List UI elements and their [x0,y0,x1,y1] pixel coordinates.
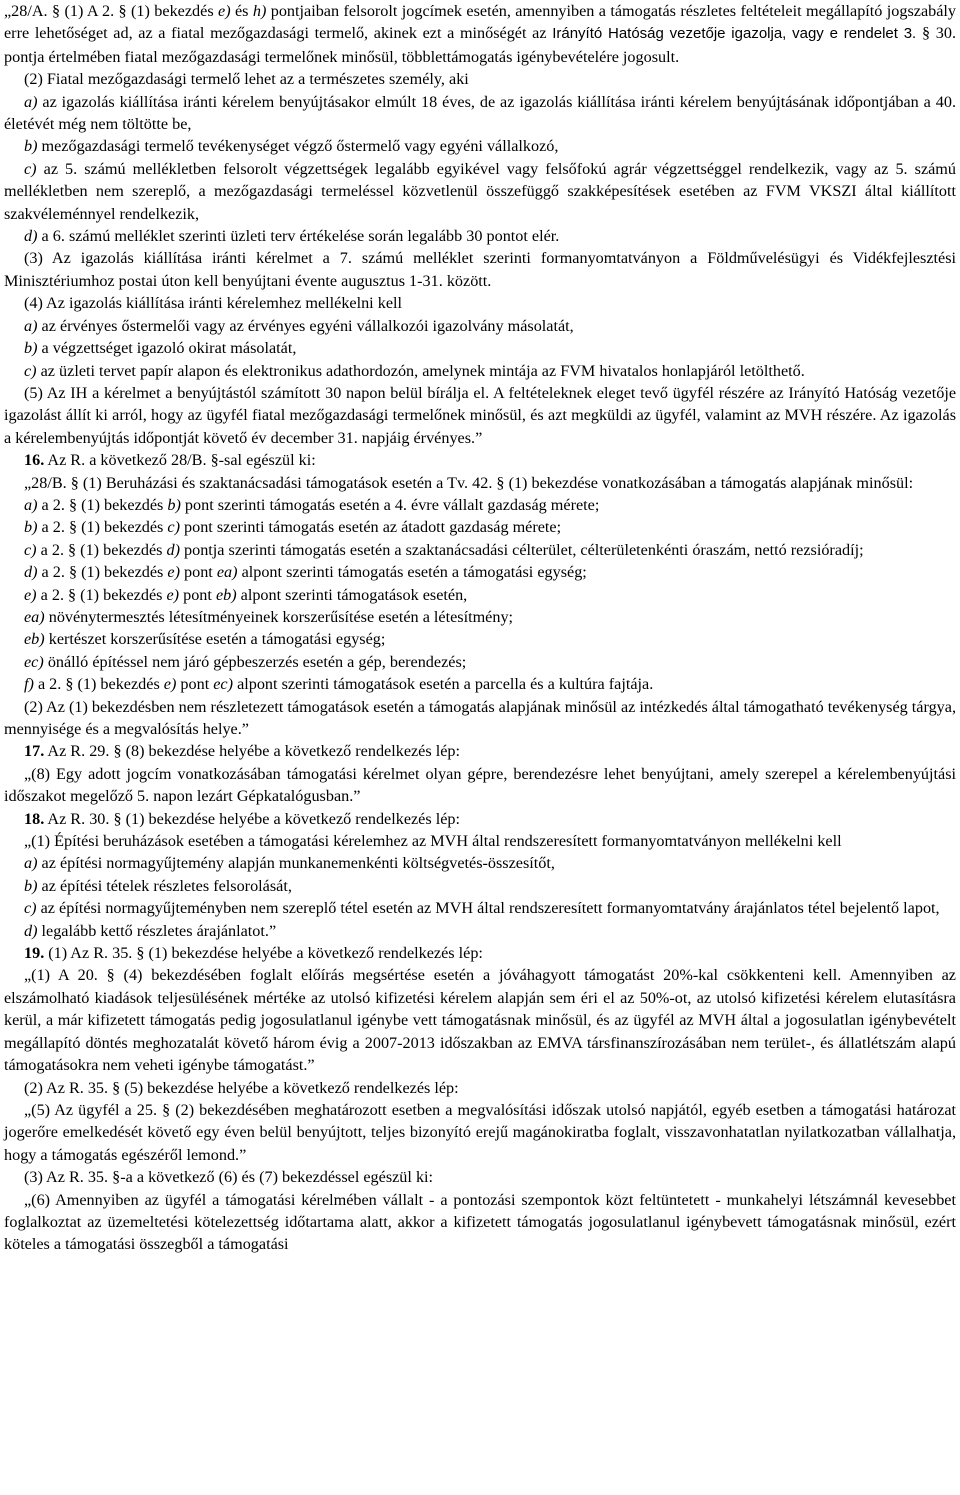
text-run: (1) Az R. 35. § (1) bekezdése helyébe a következő rendelkezés lép: [44,944,483,963]
paragraph [4,382,956,449]
paragraph [4,651,956,673]
paragraph [4,673,956,695]
paragraph [4,584,956,606]
text-run: (5) Az IH a kérelmet a benyújtástól számított 30 napon belül bírálja el. A feltételeknek eleget tevő ügyfél részére az Irányító Hatóság vezetője igazolást állít ki arról, hogy az ügyfél fiatal mezőgazdasági termelőnek minősül, és azt megküldi az ügyfél, valamint az MVH részére. Az igazolás a kérelembenyújtás időpontját követő év december 31. napjáig érvényes.” [4,383,956,447]
text-run: pont [179,563,217,582]
text-run: az építési tételek részletes felsorolását, [37,876,292,895]
list-marker: ea) [24,607,45,626]
list-marker: d) [24,563,38,582]
paragraph [4,628,956,650]
list-marker: eb) [215,585,237,604]
text-run: pont [179,585,216,604]
paragraph [4,830,956,852]
list-marker: a) [24,854,38,873]
text-run: „(8) Egy adott jogcím vonatkozásában támogatási kérelmet olyan gépre, berendezésre lehet benyújtani, amely szerepel a kérelembenyújtási időszakot megelőző 5. napon lezárt Gépkatalógusban.” [4,764,956,806]
paragraph [4,897,956,919]
list-marker: c) [24,540,37,559]
paragraph [4,740,956,762]
list-marker: a) [24,92,38,111]
paragraph [4,942,956,964]
section-number: 16. [24,451,45,470]
text-run: alpont szerinti támogatások esetén a parcella és a kultúra fajtája. [233,675,654,694]
text-run: a 2. § (1) bekezdés [33,675,164,694]
text-run: és [230,2,253,20]
text-run: „(1) A 20. § (4) bekezdésében foglalt előírás megsértése esetén a jóváhagyott támogatást 20%-kal csökkenteni kell. Amennyiben az elszámolható kiadások teljesülésének mértéke az utolsó kifizetési kérelem alapján sem éri el az 50%-ot, az utolsó kifizetési kérelem elutasításra kerül, a már kifizetett támogatás pedig jogosulatlanul igénybe vett támogatásnak minősül, és az ügyfél az MVH által a jogosulatlan igénybevételt megállapító döntés meghozatalát követő három évig a 2007-2013 időszakban az EMVA társfinanszírozásában nem terület-, és állatlétszám alapú támogatásokra nem veheti igénybe támogatást.” [4,966,956,1075]
list-marker: b) [167,495,181,514]
list-marker: e) [163,675,177,694]
paragraph [4,852,956,874]
list-marker: f) [24,675,34,694]
text-run: a 6. számú melléklet szerinti üzleti terv értékelése során legalább 30 pontot elér. [37,227,560,246]
list-marker: d) [166,540,180,559]
paragraph [4,225,956,247]
text-run: (2) Fiatal mezőgazdasági termelő lehet az a természetes személy, aki [24,70,469,89]
list-marker: e) [24,585,37,604]
list-marker: eb) [24,630,45,649]
text-run: a 2. § (1) bekezdés [37,495,168,514]
paragraph [4,337,956,359]
paragraph [4,91,956,136]
text-run: „(5) Az ügyfél a 25. § (2) bekezdésében meghatározott esetben a megvalósítási időszak utolsó napjától, egyéb esetben a támogatási határozat jogerőre emelkedését követő egy éven belül benyújtott, teljes bizonyító erejű magánokiratba foglalt, visszavonhatatlan nyilatkozatban vállalhatja, hogy a támogatás egészéről lemond.” [4,1100,956,1164]
paragraph [4,315,956,337]
list-marker: ea) [216,563,238,582]
text-run: pont szerinti támogatás esetén az átadott gazdaság mérete; [179,518,562,537]
paragraph [4,158,956,225]
paragraph [4,449,956,471]
list-marker: e) [166,585,180,604]
text-run: az igazolás kiállítása iránti kérelem benyújtásakor elmúlt 18 éves, de az igazolás kiállítása iránti kérelem benyújtásának időpontjában a 40. életévét még nem töltötte be, [4,92,956,134]
list-marker: b) [24,339,38,358]
text-run: (3) Az igazolás kiállítása iránti kérelmet a 7. számú melléklet szerinti formanyomtatványon a Földművelésügyi és Vidékfejlesztési Minisztériumhoz postai úton kell benyújtani évente augusztus 1-31. között. [4,249,956,290]
paragraph [4,494,956,516]
text-run: önálló építéssel nem járó gépbeszerzés esetén a gép, berendezés; [43,652,467,671]
paragraph [4,561,956,583]
list-marker: a) [24,495,38,514]
text-run: Az R. a következő 28/B. §-sal egészül ki: [44,451,316,470]
text-run: az érvényes őstermelői vagy az érvényes egyéni vállalkozói igazolvány másolatát, [37,316,574,335]
paragraph [4,1099,956,1166]
text-run: „(1) Építési beruházások esetében a támogatási kérelemhez az MVH által rendszeresített formanyomtatványon mellékelni kell [24,832,842,851]
text-run: Az R. 29. § (8) bekezdése helyébe a következő rendelkezés lép: [44,742,460,761]
text-run: Irányító Hatóság vezetője igazolja, vagy e rendelet 3. [552,25,922,43]
paragraph [4,539,956,561]
text-run: a 2. § (1) bekezdés [36,540,167,559]
text-run: alpont szerinti támogatások esetén, [236,585,468,604]
section-number: 17. [24,742,45,761]
text-run: „28/B. § (1) Beruházási és szaktanácsadási támogatások esetén a Tv. 42. § (1) bekezdése vonatkozásában a támogatás alapjának minősül: [24,473,914,492]
paragraph [4,1077,956,1099]
paragraph [4,1166,956,1188]
paragraph [4,964,956,1076]
text-run: mezőgazdasági termelő tevékenységet végző őstermelő vagy egyéni vállalkozó, [37,137,559,156]
list-marker: b) [24,137,38,156]
paragraph [4,875,956,897]
text-run: (2) Az R. 35. § (5) bekezdése helyébe a következő rendelkezés lép: [24,1078,459,1097]
paragraph [4,763,956,808]
paragraph [4,1189,956,1256]
text-run: az üzleti tervet papír alapon és elektronikus adathordozón, amelynek mintája az FVM hivatalos honlapjáról letölthető. [36,361,805,380]
text-run: pont [176,675,214,694]
paragraph [4,696,956,741]
text-run: az 5. számú mellékletben felsorolt végzettségek legalább egyikével vagy felsőfokú agrár végzettséggel rendelkezik, vagy az 5. számú mellékletben nem szereplő, a mezőgazdasági termeléssel közvetlenül összefüggő szakképesítések esetében az FVM VKSZI által kiállított szakvéleménnyel rendelkezik, [4,159,956,223]
section-number: 19. [24,944,45,963]
list-marker: b) [24,876,38,895]
text-run: az építési normagyűjteményben nem szereplő tétel esetén az MVH által rendszeresített formanyomtatvány árajánlatos tétel bejelentő lapot, [36,899,940,918]
list-marker: e) [167,563,180,582]
text-run: (3) Az R. 35. §-a a következő (6) és (7) bekezdéssel egészül ki: [24,1168,434,1187]
paragraph [4,808,956,830]
list-marker: a) [24,316,38,335]
list-marker: ec) [213,675,234,694]
list-marker: c) [24,361,37,380]
text-run: pont szerinti támogatás esetén a 4. évre vállalt gazdaság mérete; [180,495,600,514]
paragraph [4,0,956,68]
list-marker: d) [24,921,38,940]
text-run: „28/A. § (1) A 2. § (1) bekezdés [4,2,219,20]
list-marker: ec) [24,652,44,671]
list-marker: c) [167,518,180,537]
paragraph [4,68,956,90]
paragraph [4,516,956,538]
list-marker: b) [24,518,38,537]
paragraph [4,472,956,494]
text-run: pontjaiban felsorolt jogcímek esetén, amennyiben a támogatás részletes feltételeit megállapító jogszabály erre lehetőséget ad, az a fiatal mezőgazdasági termelő, akinek ezt a minőségét az [4,2,957,43]
text-run: a 2. § (1) bekezdés [37,518,168,537]
list-marker: c) [24,159,37,178]
list-marker: e) [218,2,231,20]
paragraph [4,292,956,314]
text-run: (2) Az (1) bekezdésben nem részletezett támogatások esetén a támogatás alapjának minősül az intézkedés által támogatható tevékenység tárgya, mennyisége és a megvalósítás helye.” [4,697,956,738]
list-marker: d) [24,227,38,246]
paragraph [4,247,956,292]
paragraph [4,360,956,382]
text-run: növénytermesztés létesítményeinek korszerűsítése esetén a létesítmény; [44,607,514,626]
text-run: a végzettséget igazoló okirat másolatát, [37,339,297,358]
text-run: a 2. § (1) bekezdés [37,563,168,582]
text-run: a 2. § (1) bekezdés [36,585,167,604]
text-run: „(6) Amennyiben az ügyfél a támogatási kérelmében vállalt - a pontozási szempontok közt feltüntetett - munkahelyi létszámnál kevesebbet foglalkoztat az üzemeltetési kötelezettség időtartama alatt, akkor a kifizetett támogatás jogosulatlanul igénybevett támogatásnak minősül, ezért köteles a támogatási összegből a támogatási [4,1190,956,1254]
text-run: az építési normagyűjtemény alapján munkanemenkénti költségvetés-összesítőt, [37,854,555,873]
list-marker: c) [24,899,37,918]
paragraph [4,135,956,157]
text-run: § 30. pontja értelmében fiatal mezőgazdasági termelőnek minősül, többlettámogatás igénybevételére jogosult. [4,24,956,66]
text-run: legalább kettő részletes árajánlatot.” [37,921,277,940]
text-run: alpont szerinti támogatás esetén a támogatási egység; [237,563,587,582]
text-run: kertészet korszerűsítése esetén a támogatási egység; [44,630,386,649]
text-run: Az R. 30. § (1) bekezdése helyébe a következő rendelkezés lép: [44,809,460,828]
list-marker: h) [252,2,267,20]
paragraph [4,920,956,942]
paragraph [4,606,956,628]
text-run: pontja szerinti támogatás esetén a szaktanácsadási célterület, célterületenkénti óraszám, nettó rezsióradíj; [179,540,864,559]
section-number: 18. [24,809,45,828]
text-run: (4) Az igazolás kiállítása iránti kérelemhez mellékelni kell [24,294,403,313]
